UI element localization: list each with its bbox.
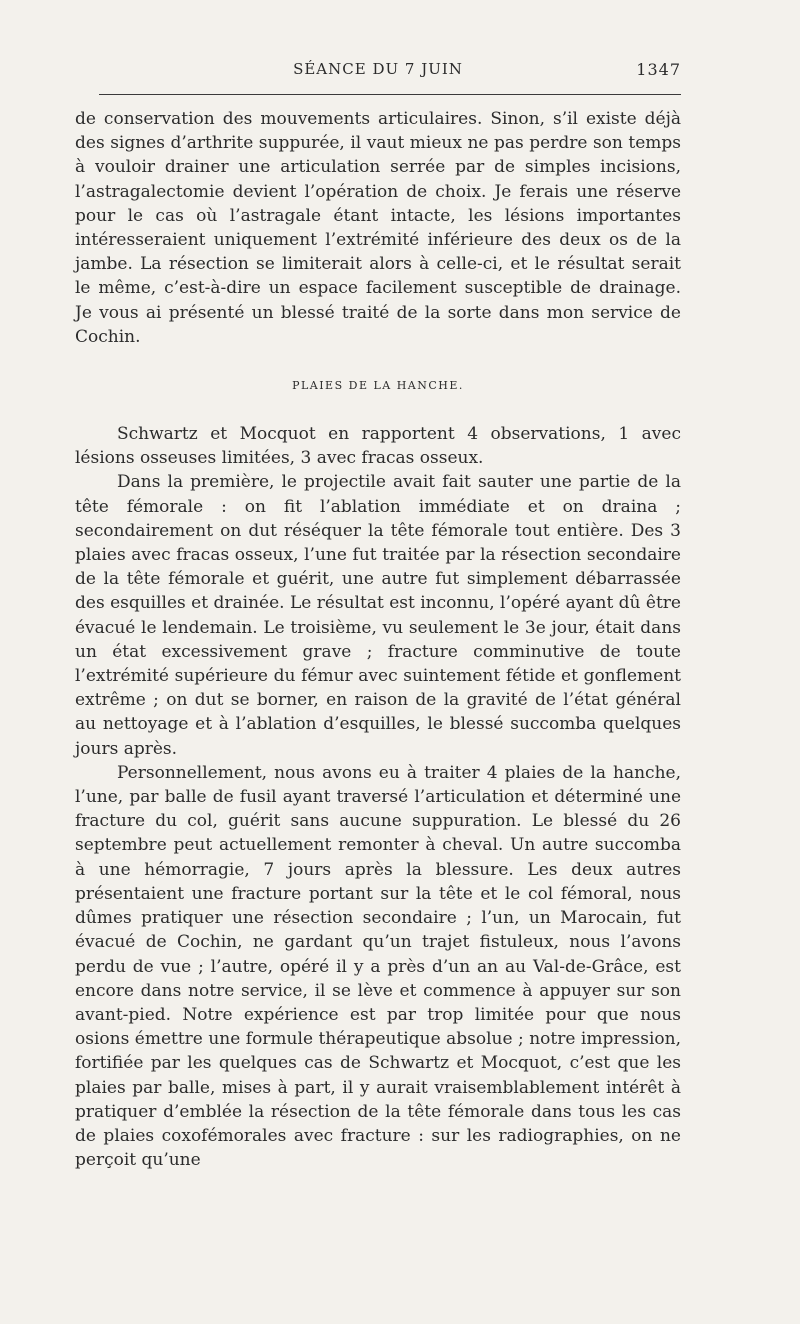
running-title: SÉANCE DU 7 JUIN <box>293 60 463 78</box>
page-number: 1347 <box>636 60 681 79</box>
paragraph: Schwartz et Mocquot en rapportent 4 observations, 1 avec lésions osseuses limitées, 3 avec fracas osseux. <box>75 424 681 469</box>
running-head <box>75 60 681 88</box>
paragraph: Personnellement, nous avons eu à traiter 4 plaies de la hanche, l’une, par balle de fusil ayant traversé l’articulation et déterminé une fracture du col, guérit sans aucune suppuration. Le blessé du 26 septembre peut actuellement remonter à cheval. Un autre succomba à une hémorragie, 7 jours après la blessure. Les deux autres présentaient une fracture portant sur la tête et le col fémoral, nous dûmes pratiquer une résection secondaire ; l’un, un Marocain, fut évacué de Cochin, ne gardant qu’un trajet fistuleux, nous l’avons perdu de vue ; l’autre, opéré il y a près d’un an au Val-de-Grâce, est encore dans notre service, il se lève et commence à appuyer sur son avant-pied. Notre expérience est par trop limitée pour que nous osions émettre une formule thérapeutique absolue ; notre impression, fortifiée par les quelques cas de Schwartz et Mocquot, c’est que les plaies par balle, mises à part, il y aurait vraisemblablement intérêt à pratiquer d’emblée la résection de la tête fémorale dans tous les cas de plaies coxofémorales avec fracture : sur les radiographies, on ne perçoit qu’une <box>75 762 681 1171</box>
section-heading: PLAIES DE LA HANCHE. <box>292 379 464 393</box>
header-rule <box>99 94 681 95</box>
paragraph: Dans la première, le projectile avait fait sauter une partie de la tête fémorale : on fit l’ablation immédiate et on draina ; secondairement on dut réséquer la tête fémorale tout entière. Des 3 plaies avec fracas osseux, l’une fut traitée par la résection secondaire de la tête fémorale et guérit, une autre fut simplement débarrassée des esquilles et drainée. Le résultat est inconnu, l’opéré ayant dû être évacué le lendemain. Le troisième, vu seulement le 3e jour, était dans un état excessivement grave ; fracture comminutive de toute l’extrémité supérieure du fémur avec suintement fétide et gonflement extrême ; on dut se borner, en raison de la gravité de l’état général au nettoyage et à l’ablation d’esquilles, le blessé succomba quelques jours après. <box>75 472 681 759</box>
paragraph-continued: de conservation des mouvements articulaires. Sinon, s’il existe déjà des signes d’arthrite suppurée, il vaut mieux ne pas perdre son temps à vouloir drainer une articulation serrée par de simples incisions, l’astragalectomie devient l’opération de choix. Je ferais une réserve pour le cas où l’astragale étant intacte, les lésions importantes intéresseraient uniquement l’extrémité inférieure des deux os de la jambe. La résection se limiterait alors à celle-ci, et le résultat serait le même, c’est-à-dire un espace facilement susceptible de drainage. Je vous ai présenté un blessé traité de la sorte dans mon service de Cochin. <box>75 109 681 347</box>
document-page <box>75 60 681 1172</box>
